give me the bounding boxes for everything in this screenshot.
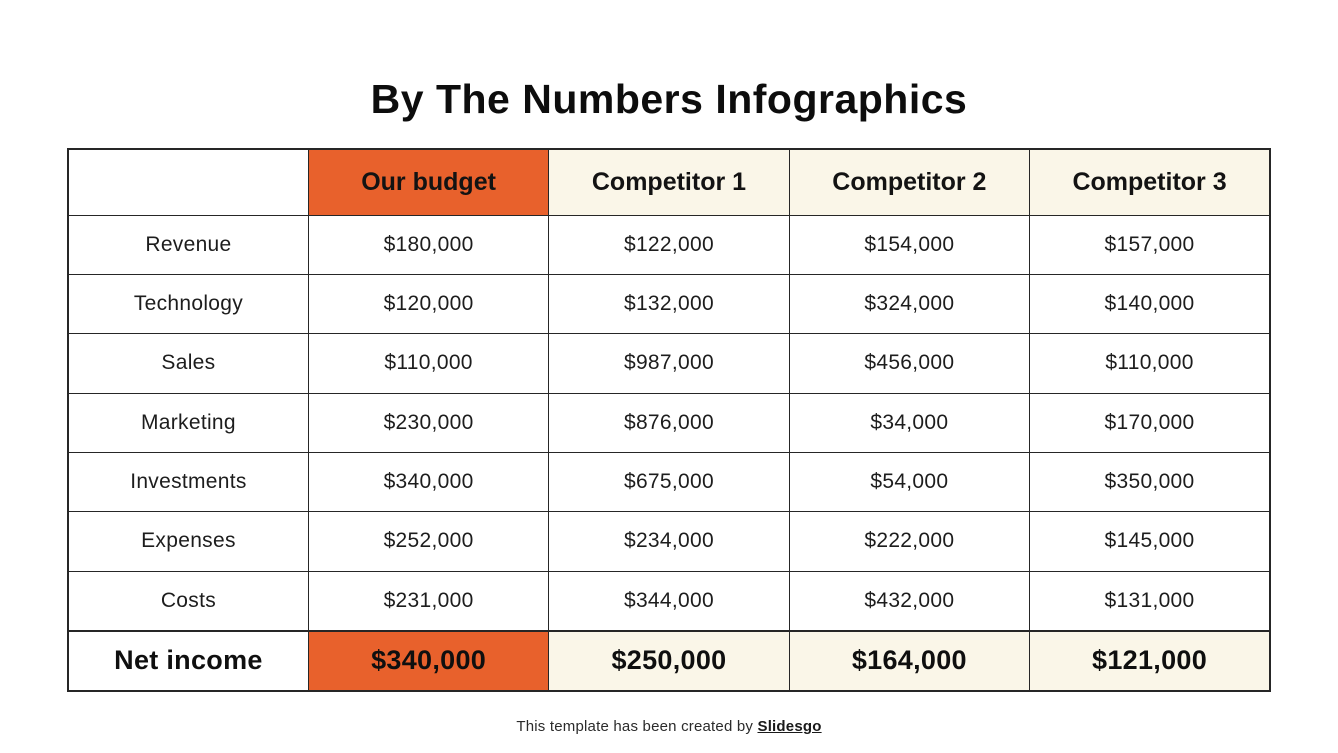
- cell: $456,000: [789, 334, 1029, 393]
- net-income-competitor-2-cell: $164,000: [789, 631, 1029, 691]
- header-row: [68, 149, 1270, 215]
- cell: $131,000: [1030, 571, 1270, 630]
- cell: $54,000: [789, 452, 1029, 511]
- corner-cell: [68, 149, 308, 215]
- credit-text: This template has been created by: [516, 718, 758, 735]
- row-label-net-income: Net income: [68, 631, 308, 691]
- net-income-competitor-1-cell: $250,000: [549, 631, 789, 691]
- table-row-net-income: [68, 631, 1270, 691]
- row-label: Costs: [68, 571, 308, 630]
- col-header-competitor-2: Competitor 2: [789, 149, 1029, 215]
- cell: $350,000: [1030, 452, 1270, 511]
- budget-comparison-table: [67, 148, 1271, 692]
- cell: $230,000: [308, 393, 548, 452]
- net-income-our-budget-cell: $340,000: [308, 631, 548, 691]
- table-row-marketing: [68, 393, 1270, 452]
- cell: $252,000: [308, 512, 548, 571]
- row-label: Investments: [68, 452, 308, 511]
- table-row-expenses: [68, 512, 1270, 571]
- net-income-competitor-3-cell: $121,000: [1030, 631, 1270, 691]
- cell: $120,000: [308, 274, 548, 333]
- cell: $876,000: [549, 393, 789, 452]
- page-title: By The Numbers Infographics: [370, 76, 968, 122]
- cell: $145,000: [1030, 512, 1270, 571]
- cell: $132,000: [549, 274, 789, 333]
- cell: $231,000: [308, 571, 548, 630]
- cell: $222,000: [789, 512, 1029, 571]
- cell: $432,000: [789, 571, 1029, 630]
- table-row-technology: [68, 274, 1270, 333]
- slidesgo-link[interactable]: Slidesgo: [757, 718, 822, 735]
- col-header-competitor-1: Competitor 1: [549, 149, 789, 215]
- cell: $34,000: [789, 393, 1029, 452]
- row-label: Marketing: [68, 393, 308, 452]
- cell: $154,000: [789, 215, 1029, 274]
- template-credit: [0, 718, 1338, 735]
- cell: $675,000: [549, 452, 789, 511]
- cell: $110,000: [1030, 334, 1270, 393]
- cell: $324,000: [789, 274, 1029, 333]
- col-header-competitor-3: Competitor 3: [1030, 149, 1270, 215]
- cell: $140,000: [1030, 274, 1270, 333]
- table-row-investments: [68, 452, 1270, 511]
- cell: $110,000: [308, 334, 548, 393]
- table-row-revenue: [68, 215, 1270, 274]
- row-label: Sales: [68, 334, 308, 393]
- table-row-costs: [68, 571, 1270, 630]
- row-label: Expenses: [68, 512, 308, 571]
- table-row-sales: [68, 334, 1270, 393]
- row-label: Revenue: [68, 215, 308, 274]
- cell: $122,000: [549, 215, 789, 274]
- cell: $340,000: [308, 452, 548, 511]
- cell: $157,000: [1030, 215, 1270, 274]
- cell: $170,000: [1030, 393, 1270, 452]
- row-label: Technology: [68, 274, 308, 333]
- cell: $234,000: [549, 512, 789, 571]
- cell: $180,000: [308, 215, 548, 274]
- col-header-our-budget: Our budget: [308, 149, 548, 215]
- cell: $344,000: [549, 571, 789, 630]
- cell: $987,000: [549, 334, 789, 393]
